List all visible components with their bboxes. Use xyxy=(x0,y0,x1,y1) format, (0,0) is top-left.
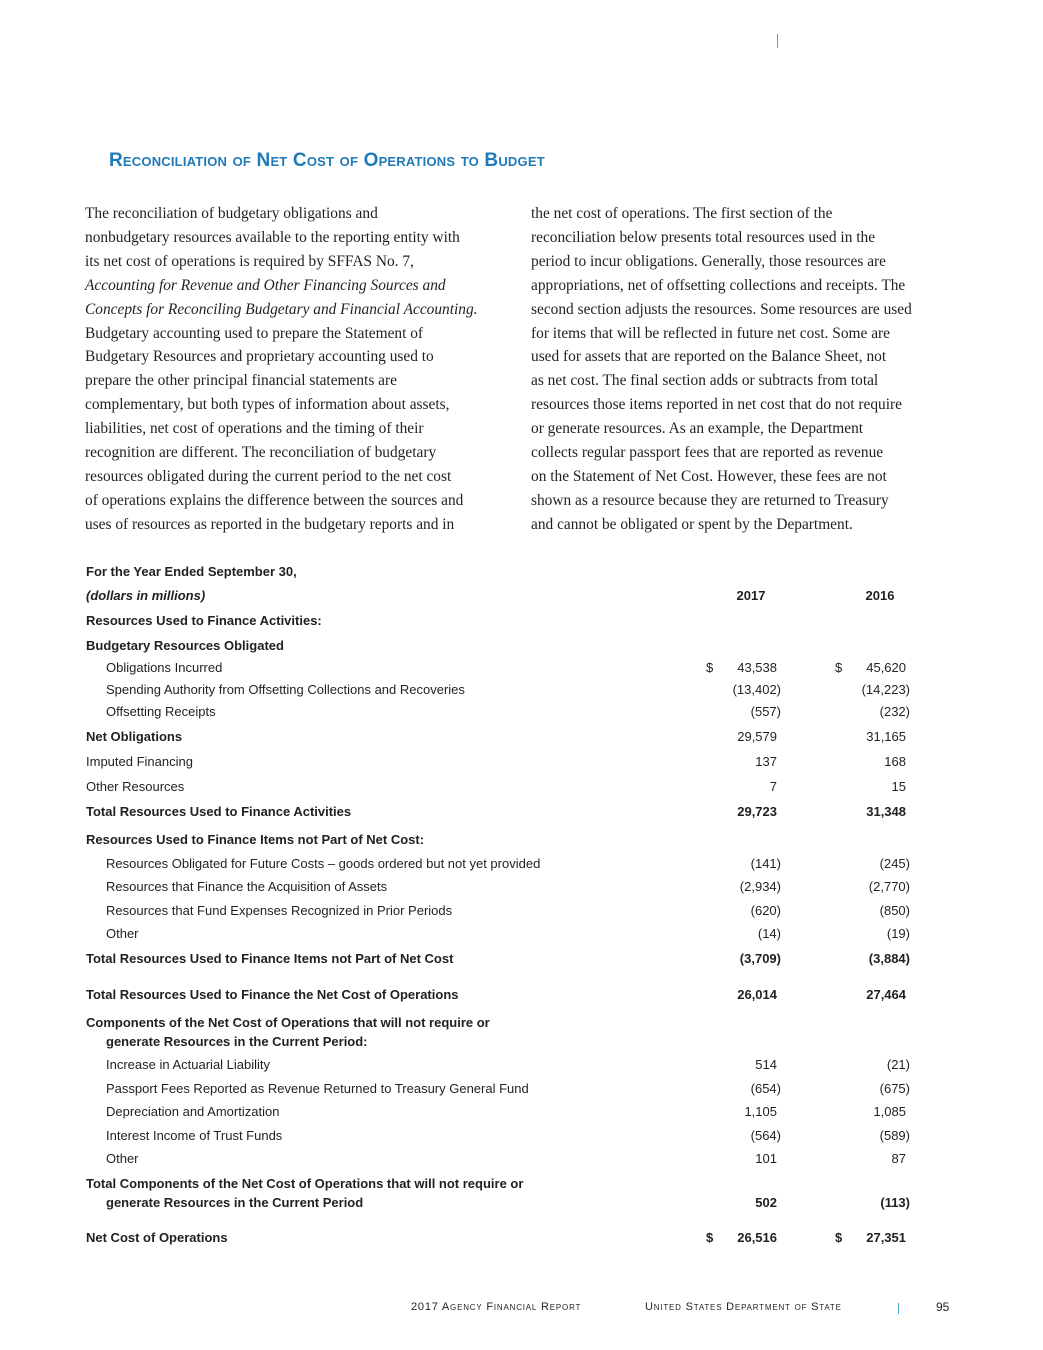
table-row xyxy=(0,1015,1043,1035)
value-2017: 29,579 xyxy=(737,729,777,744)
value-2017: 7 xyxy=(769,779,777,794)
row-label: Imputed Financing xyxy=(86,754,193,769)
row-label: Spending Authority from Offsetting Collections and Recoveries xyxy=(106,682,465,697)
table-row xyxy=(0,729,1043,749)
value-2016: (21) xyxy=(886,1057,910,1072)
table-row xyxy=(0,1230,1043,1250)
row-label: Resources that Fund Expenses Recognized in Prior Periods xyxy=(106,903,453,918)
value-2017: 137 xyxy=(755,754,777,769)
value-2016: (14,223) xyxy=(861,682,910,697)
table-row xyxy=(0,638,1043,658)
intro-line: of operations explains the difference between the sources and xyxy=(85,491,464,509)
row-label: Budgetary Resources Obligated xyxy=(86,638,284,653)
row-label: Total Components of the Net Cost of Operations that will not require or xyxy=(86,1176,524,1191)
intro-line: resources those items reported in net cost that do not require xyxy=(531,396,902,414)
intro-line: complementary, but both types of information about assets, xyxy=(85,396,450,414)
table-row xyxy=(0,1057,1043,1077)
value-2016: (113) xyxy=(880,1195,910,1210)
table-row xyxy=(0,1128,1043,1148)
currency-symbol-2016: $ xyxy=(835,660,843,675)
value-2016: (2,770) xyxy=(868,879,910,894)
value-2017: 502 xyxy=(755,1195,777,1210)
intro-line: resources obligated during the current period to the net cost xyxy=(85,467,452,485)
value-2016: (19) xyxy=(886,926,910,941)
value-2016: 168 xyxy=(884,754,906,769)
table-row xyxy=(0,1195,1043,1215)
table-units: (dollars in millions) xyxy=(86,588,206,603)
intro-line: and cannot be obligated or spent by the Department. xyxy=(531,515,853,533)
value-2017: (3,709) xyxy=(739,951,781,966)
value-2016: (850) xyxy=(879,903,910,918)
table-heading-row xyxy=(0,564,1043,584)
value-2017: 101 xyxy=(755,1151,777,1166)
intro-line: uses of resources as reported in the budgetary reports and in xyxy=(85,515,455,533)
value-2016: (589) xyxy=(879,1128,910,1143)
table-row xyxy=(0,754,1043,774)
table-row xyxy=(0,660,1043,680)
value-2016: 45,620 xyxy=(866,660,906,675)
table-row xyxy=(0,1081,1043,1101)
table-row xyxy=(0,903,1043,923)
value-2017: (557) xyxy=(750,704,781,719)
intro-line: The reconciliation of budgetary obligations and xyxy=(85,205,378,222)
table-row xyxy=(0,1104,1043,1124)
intro-line: collects regular passport fees that are reported as revenue xyxy=(531,444,884,462)
intro-line: used for assets that are reported on the Balance Sheet, not xyxy=(531,348,887,366)
row-label: Increase in Actuarial Liability xyxy=(106,1057,271,1072)
intro-line: Budgetary accounting used to prepare the Statement of xyxy=(85,324,424,342)
intro-line: for items that will be reflected in future net cost. Some are xyxy=(531,324,890,342)
row-label: Other Resources xyxy=(86,779,185,794)
intro-line: liabilities, net cost of operations and the timing of their xyxy=(85,420,424,438)
value-2017: (141) xyxy=(750,856,781,871)
page-number: 95 xyxy=(936,1300,950,1314)
row-label: Resources Used to Finance Items not Part of Net Cost: xyxy=(86,832,425,847)
row-label: Other xyxy=(106,1151,139,1166)
table-row xyxy=(0,1151,1043,1171)
intro-line: as net cost. The final section adds or subtracts from total xyxy=(531,372,879,390)
currency-symbol-2017: $ xyxy=(706,1230,714,1245)
intro-line: the net cost of operations. The first section of the xyxy=(531,205,833,222)
table-row xyxy=(0,856,1043,876)
footer-divider xyxy=(898,1303,899,1314)
column-header-2016: 2016 xyxy=(865,588,895,603)
intro-line-citation: Accounting for Revenue and Other Financing Sources and xyxy=(85,276,446,294)
footer-department: United States Department of State xyxy=(645,1301,842,1313)
row-label: Depreciation and Amortization xyxy=(106,1104,280,1119)
currency-symbol-2017: $ xyxy=(706,660,714,675)
intro-line: on the Statement of Net Cost. However, these fees are not xyxy=(531,467,887,485)
row-label: Resources Obligated for Future Costs – goods ordered but not yet provided xyxy=(106,856,541,871)
value-2016: (675) xyxy=(879,1081,910,1096)
intro-line: Budgetary Resources and proprietary accounting used to xyxy=(85,348,434,366)
intro-line: prepare the other principal financial statements are xyxy=(85,372,397,390)
row-label: Offsetting Receipts xyxy=(106,704,216,719)
table-row xyxy=(0,879,1043,899)
table-row xyxy=(0,951,1043,971)
row-label: generate Resources in the Current Period: xyxy=(106,1034,368,1049)
intro-line: second section adjusts the resources. Some resources are used xyxy=(531,300,912,318)
table-heading: For the Year Ended September 30, xyxy=(86,564,297,579)
row-label: Interest Income of Trust Funds xyxy=(106,1128,283,1143)
column-header-2017: 2017 xyxy=(736,588,766,603)
intro-line: nonbudgetary resources available to the reporting entity with xyxy=(85,228,460,246)
table-row xyxy=(0,987,1043,1007)
value-2017: (14) xyxy=(757,926,781,941)
table-row xyxy=(0,926,1043,946)
table-row xyxy=(0,1034,1043,1054)
table-row xyxy=(0,804,1043,824)
row-label: Total Resources Used to Finance Items not Part of Net Cost xyxy=(86,951,454,966)
table-units-row xyxy=(0,588,1043,608)
row-label: Total Resources Used to Finance Activities xyxy=(86,804,352,819)
row-label: Net Obligations xyxy=(86,729,183,744)
intro-line: or generate resources. As an example, the Department xyxy=(531,420,864,438)
table-row xyxy=(0,779,1043,799)
value-2016: 31,165 xyxy=(866,729,906,744)
value-2017: (2,934) xyxy=(739,879,781,894)
value-2016: (245) xyxy=(879,856,910,871)
footer-report-name: 2017 Agency Financial Report xyxy=(411,1301,582,1313)
row-label: Passport Fees Reported as Revenue Returned to Treasury General Fund xyxy=(106,1081,529,1096)
value-2017: (620) xyxy=(750,903,781,918)
row-label: Components of the Net Cost of Operations that will not require or xyxy=(86,1015,490,1030)
value-2016: 1,085 xyxy=(873,1104,906,1119)
table-row xyxy=(0,1176,1043,1196)
value-2017: 514 xyxy=(755,1057,777,1072)
table-row xyxy=(0,704,1043,724)
value-2016: 31,348 xyxy=(866,804,906,819)
value-2016: 27,464 xyxy=(866,987,906,1002)
value-2016: (232) xyxy=(879,704,910,719)
row-label: Obligations Incurred xyxy=(106,660,223,675)
value-2017: (13,402) xyxy=(732,682,781,697)
row-label: Other xyxy=(106,926,139,941)
row-label: Resources that Finance the Acquisition of Assets xyxy=(106,879,388,894)
intro-line-citation: Concepts for Reconciling Budgetary and Financial Accounting. xyxy=(85,300,478,318)
value-2017: (654) xyxy=(750,1081,781,1096)
page-title: Reconciliation of Net Cost of Operations to Budget xyxy=(109,150,545,171)
value-2017: 43,538 xyxy=(737,660,777,675)
table-row xyxy=(0,832,1043,852)
table-row xyxy=(0,613,1043,633)
intro-line: reconciliation below presents total resources used in the xyxy=(531,228,876,246)
value-2016: 27,351 xyxy=(866,1230,906,1245)
value-2016: 87 xyxy=(891,1151,906,1166)
intro-line: shown as a resource because they are returned to Treasury xyxy=(531,491,889,509)
value-2017: (564) xyxy=(750,1128,781,1143)
intro-line: period to incur obligations. Generally, those resources are xyxy=(531,252,887,270)
row-label: Net Cost of Operations xyxy=(86,1230,228,1245)
value-2016: 15 xyxy=(891,779,906,794)
row-label: Total Resources Used to Finance the Net Cost of Operations xyxy=(86,987,459,1002)
row-label: generate Resources in the Current Period xyxy=(106,1195,364,1210)
value-2017: 26,516 xyxy=(737,1230,777,1245)
intro-line: recognition are different. The reconciliation of budgetary xyxy=(85,444,437,462)
value-2017: 1,105 xyxy=(744,1104,777,1119)
currency-symbol-2016: $ xyxy=(835,1230,843,1245)
value-2017: 26,014 xyxy=(737,987,777,1002)
value-2016: (3,884) xyxy=(868,951,910,966)
intro-line: appropriations, net of offsetting collections and receipts. The xyxy=(531,276,906,294)
row-label: Resources Used to Finance Activities: xyxy=(86,613,322,628)
value-2017: 29,723 xyxy=(737,804,777,819)
intro-line: its net cost of operations is required by SFFAS No. 7, xyxy=(85,252,414,270)
table-row xyxy=(0,682,1043,702)
